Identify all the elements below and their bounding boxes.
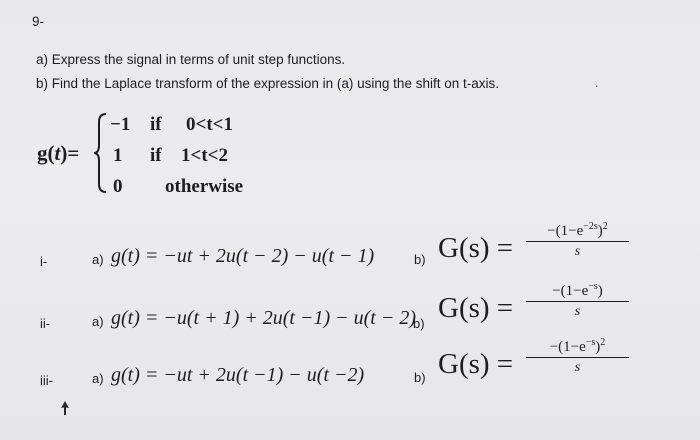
fraction-bar [526,357,629,358]
option-label: i- [40,254,48,269]
option-step-expression: g(t) = −ut + 2u(t − 2) − u(t − 1) [111,245,375,267]
open-paren: ( [47,141,55,165]
fraction-bar [526,241,629,242]
case-1-condition: if [150,114,162,135]
equals-sign: = [67,141,80,165]
fraction-numerator: $-(1-e^{-s})^2$ [549,337,606,355]
case-1-value: −1 [110,114,131,135]
option-part-b-label: b) [414,370,426,385]
option-laplace-lhs: G(s) = [438,232,514,264]
mouse-pointer-icon [60,400,74,416]
fraction-denominator: s [574,244,581,259]
option-laplace-lhs: G(s) = [438,292,514,324]
fraction-numerator: $-(1-e^{-s})$ [552,281,603,299]
option-label: ii- [40,316,51,331]
close-paren: ) [60,141,68,165]
option-part-b-label: b) [414,252,426,267]
option-label: iii- [40,373,53,388]
option-laplace-fraction [526,281,629,320]
fraction-denominator: s [574,304,581,319]
left-brace-icon [92,112,108,194]
case-3-condition: otherwise [165,176,244,197]
option-laplace-fraction [526,337,629,376]
case-1-range: 0<t<1 [186,114,233,135]
part-a-instruction: a) Express the signal in terms of unit step functions. [36,52,346,67]
function-variable: t [54,141,61,165]
option-part-b-label: b) [413,316,425,331]
function-name: g [37,141,48,165]
option-part-a-label: a) [92,252,104,267]
question-number: 9- [32,14,45,29]
function-definition-lhs [37,141,79,166]
option-laplace-lhs: G(s) = [438,348,514,380]
case-3-value: 0 [113,176,123,197]
part-b-instruction: b) Find the Laplace transform of the expression in (a) using the shift on t-axis. [36,76,499,91]
case-2-value: 1 [113,145,123,166]
option-step-expression: g(t) = −u(t + 1) + 2u(t −1) − u(t − 2) [111,307,416,329]
fraction-bar [526,301,629,302]
stray-dot: . [595,76,599,90]
option-part-a-label: a) [92,371,104,386]
fraction-denominator: s [574,360,581,375]
case-2-range: 1<t<2 [181,145,228,166]
option-laplace-fraction [526,221,629,260]
case-2-condition: if [150,145,162,166]
option-part-a-label: a) [92,314,104,329]
fraction-numerator: $-(1-e^{-2s})^2$ [547,221,608,239]
option-step-expression: g(t) = −ut + 2u(t −1) − u(t −2) [111,364,365,386]
